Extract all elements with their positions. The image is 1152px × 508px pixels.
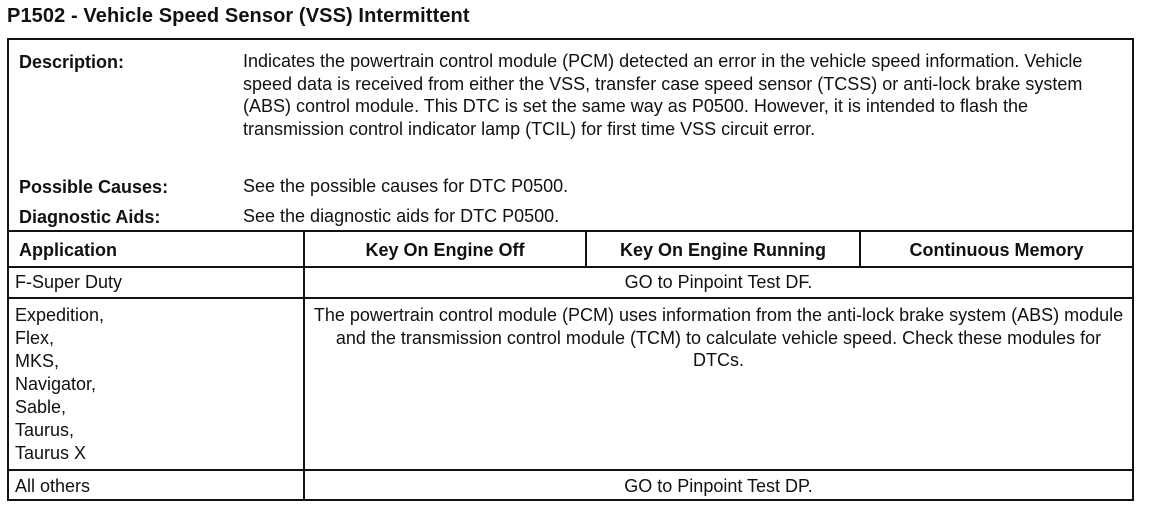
table-row-application-list — [15, 304, 104, 465]
application-item: Navigator, — [15, 374, 97, 394]
table-row-application: All others — [15, 476, 91, 496]
application-item: Taurus X — [15, 443, 87, 463]
application-item: Flex, — [15, 328, 55, 348]
header-continuous-memory: Continuous Memory — [909, 240, 1084, 260]
header-key-on-engine-off: Key On Engine Off — [365, 240, 525, 260]
diagnostic-aids-label: Diagnostic Aids: — [19, 207, 161, 227]
page-title: P1502 - Vehicle Speed Sensor (VSS) Intermittent — [7, 5, 470, 27]
table-row-action: GO to Pinpoint Test DF. — [624, 272, 813, 292]
table-row-application: F-Super Duty — [15, 272, 123, 292]
header-application: Application — [19, 240, 117, 260]
description-label: Description: — [19, 52, 125, 72]
application-item: Taurus, — [15, 420, 75, 440]
table-divider — [9, 469, 1132, 471]
table-row-action: The powertrain control module (PCM) uses information from the anti-lock brake system (ABS) module and the transmission control module (TCM) to calculate vehicle speed. Check these modules for DTCs. — [313, 305, 1124, 370]
description-text: Indicates the powertrain control module (PCM) detected an error in the vehicle speed information. Vehicle speed data is received from either the VSS, transfer case speed sensor (TCSS) or anti-lock brake system (ABS) control module. This DTC is set the same way as P0500. However, it is intended to flash the transmission control indicator lamp (TCIL) for first time VSS circuit error. — [243, 51, 1083, 139]
table-divider — [9, 230, 1132, 232]
application-item: MKS, — [15, 351, 60, 371]
possible-causes-label: Possible Causes: — [19, 177, 169, 197]
application-item: Expedition, — [15, 305, 105, 325]
dtc-table — [7, 38, 1134, 501]
table-row-action: GO to Pinpoint Test DP. — [624, 476, 813, 496]
possible-causes-text: See the possible causes for DTC P0500. — [243, 176, 569, 196]
table-divider — [9, 266, 1132, 268]
header-key-on-engine-running: Key On Engine Running — [620, 240, 826, 260]
diagnostic-aids-text: See the diagnostic aids for DTC P0500. — [243, 206, 560, 226]
application-item: Sable, — [15, 397, 67, 417]
table-divider — [9, 297, 1132, 299]
